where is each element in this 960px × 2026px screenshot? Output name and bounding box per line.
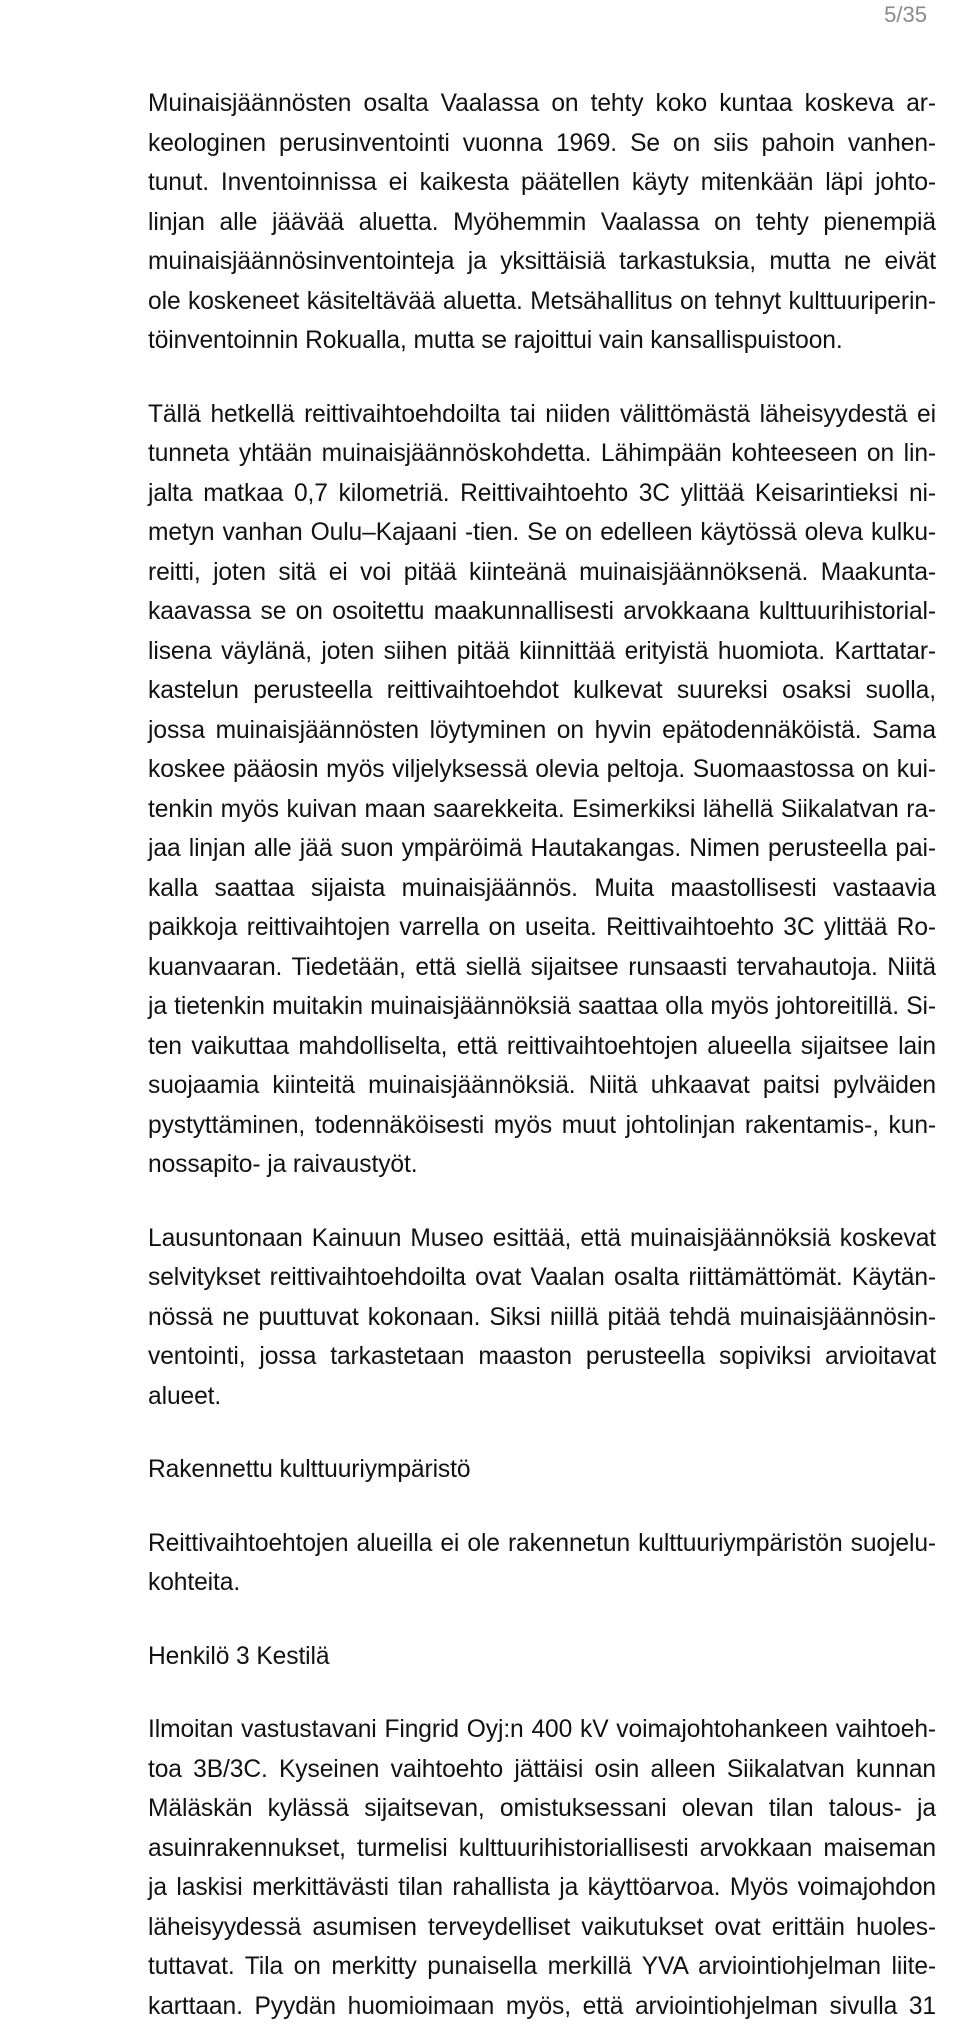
text-line: kastelun perusteella reittivaihtoehdot kulkevat suureksi osaksi suolla, <box>148 671 936 711</box>
paragraph-gap <box>0 1490 960 1524</box>
paragraph <box>0 1450 960 1490</box>
text-line: keologinen perusinventointi vuonna 1969. Se on siis pahoin vanhen- <box>148 124 936 164</box>
text-line: koskee pääosin myös viljelyksessä olevia peltoja. Suomaastossa on kui- <box>148 750 936 790</box>
text-line: tunneta yhtään muinaisjäännöskohdetta. Lähimpään kohteeseen on lin- <box>148 434 936 474</box>
text-line: ja laskisi merkittävästi tilan rahallista ja käyttöarvoa. Myös voimajohdon <box>148 1868 936 1908</box>
text-line: Mäläskän kylässä sijaitsevan, omistuksessani olevan tilan talous- ja <box>148 1789 936 1829</box>
text-line: pystyttäminen, todennäköisesti myös muut johtolinjan rakentamis-, kun- <box>148 1106 936 1146</box>
text-line: Henkilö 3 Kestilä <box>148 1637 960 1677</box>
text-line: töinventoinnin Rokualla, mutta se rajoittui vain kansallispuistoon. <box>148 321 960 361</box>
text-line: ole koskeneet käsiteltävää aluetta. Metsähallitus on tehnyt kulttuuriperin- <box>148 282 936 322</box>
text-line: Tällä hetkellä reittivaihtoehdoilta tai niiden välittömästä läheisyydestä ei <box>148 395 936 435</box>
page-number: 5/35 <box>884 2 927 28</box>
text-line: jalta matkaa 0,7 kilometriä. Reittivaihtoehto 3C ylittää Keisarintieksi ni- <box>148 474 936 514</box>
text-line: nössä ne puuttuvat kokonaan. Siksi niillä pitää tehdä muinaisjäännösin- <box>148 1298 936 1338</box>
text-line: lisena väylänä, joten siihen pitää kiinnittää erityistä huomiota. Karttatar- <box>148 632 936 672</box>
text-line: tuttavat. Tila on merkitty punaisella merkillä YVA arviointiohjelman liite- <box>148 1947 936 1987</box>
paragraph-gap <box>0 361 960 395</box>
document-body <box>0 84 960 2026</box>
text-line: paikkoja reittivaihtojen varrella on useita. Reittivaihtoehto 3C ylittää Ro- <box>148 908 936 948</box>
text-line: Lausuntonaan Kainuun Museo esittää, että muinaisjäännöksiä koskevat <box>148 1219 936 1259</box>
text-line: läheisyydessä asumisen terveydelliset vaikutukset ovat erittäin huoles- <box>148 1908 936 1948</box>
text-line: kohteita. <box>148 1563 960 1603</box>
text-line: Ilmoitan vastustavani Fingrid Oyj:n 400 kV voimajohtohankeen vaihtoeh- <box>148 1710 936 1750</box>
text-line: Muinaisjäännösten osalta Vaalassa on tehty koko kuntaa koskeva ar- <box>148 84 936 124</box>
text-line: nossapito- ja raivaustyöt. <box>148 1145 960 1185</box>
text-line: muinaisjäännösinventointeja ja yksittäisiä tarkastuksia, mutta ne eivät <box>148 242 936 282</box>
text-line: kaavassa se on osoitettu maakunnallisesti arvokkaana kulttuurihistorial- <box>148 592 936 632</box>
text-line: alueet. <box>148 1377 960 1417</box>
paragraph-gap <box>0 1185 960 1219</box>
text-line: toa 3B/3C. Kyseinen vaihtoehto jättäisi osin alleen Siikalatvan kunnan <box>148 1750 936 1790</box>
paragraph <box>0 84 960 361</box>
text-line: tunut. Inventoinnissa ei kaikesta päätellen käyty mitenkään läpi johto- <box>148 163 936 203</box>
text-line: tenkin myös kuivan maan saarekkeita. Esimerkiksi lähellä Siikalatvan ra- <box>148 790 936 830</box>
text-line: kalla saattaa sijaista muinaisjäännös. Muita maastollisesti vastaavia <box>148 869 936 909</box>
paragraph-gap <box>0 1416 960 1450</box>
text-line: jaa linjan alle jää suon ympäröimä Hautakangas. Nimen perusteella pai- <box>148 829 936 869</box>
paragraph <box>0 1524 960 1603</box>
text-line: linjan alle jäävää aluetta. Myöhemmin Vaalassa on tehty pienempiä <box>148 203 936 243</box>
text-line: Reittivaihtoehtojen alueilla ei ole rakennetun kulttuuriympäristön suojelu- <box>148 1524 936 1564</box>
text-line: metyn vanhan Oulu–Kajaani -tien. Se on edelleen käytössä oleva kulku- <box>148 513 936 553</box>
paragraph-gap <box>0 1676 960 1710</box>
text-line: ten vaikuttaa mahdolliselta, että reittivaihtoehtojen alueella sijaitsee lain <box>148 1027 936 1067</box>
paragraph <box>0 1219 960 1417</box>
text-line: ventointi, jossa tarkastetaan maaston perusteella sopiviksi arvioitavat <box>148 1337 936 1377</box>
text-line: kuanvaaran. Tiedetään, että siellä sijaitsee runsaasti tervahautoja. Niitä <box>148 948 936 988</box>
text-line: Rakennettu kulttuuriympäristö <box>148 1450 960 1490</box>
text-line: reitti, joten sitä ei voi pitää kiinteänä muinaisjäännöksenä. Maakunta- <box>148 553 936 593</box>
paragraph <box>0 395 960 1185</box>
paragraph <box>0 1710 960 2026</box>
text-line: asuinrakennukset, turmelisi kulttuurihistoriallisesti arvokkaan maiseman <box>148 1829 936 1869</box>
text-line: suojaamia kiinteitä muinaisjäännöksiä. Niitä uhkaavat paitsi pylväiden <box>148 1066 936 1106</box>
text-line: karttaan. Pyydän huomioimaan myös, että arviointiohjelman sivulla 31 <box>148 1987 936 2026</box>
paragraph-gap <box>0 1603 960 1637</box>
text-line: ja tietenkin muitakin muinaisjäännöksiä saattaa olla myös johtoreitillä. Si- <box>148 987 936 1027</box>
text-line: selvitykset reittivaihtoehdoilta ovat Vaalan osalta riittämättömät. Käytän- <box>148 1258 936 1298</box>
paragraph <box>0 1637 960 1677</box>
text-line: jossa muinaisjäännösten löytyminen on hyvin epätodennäköistä. Sama <box>148 711 936 751</box>
